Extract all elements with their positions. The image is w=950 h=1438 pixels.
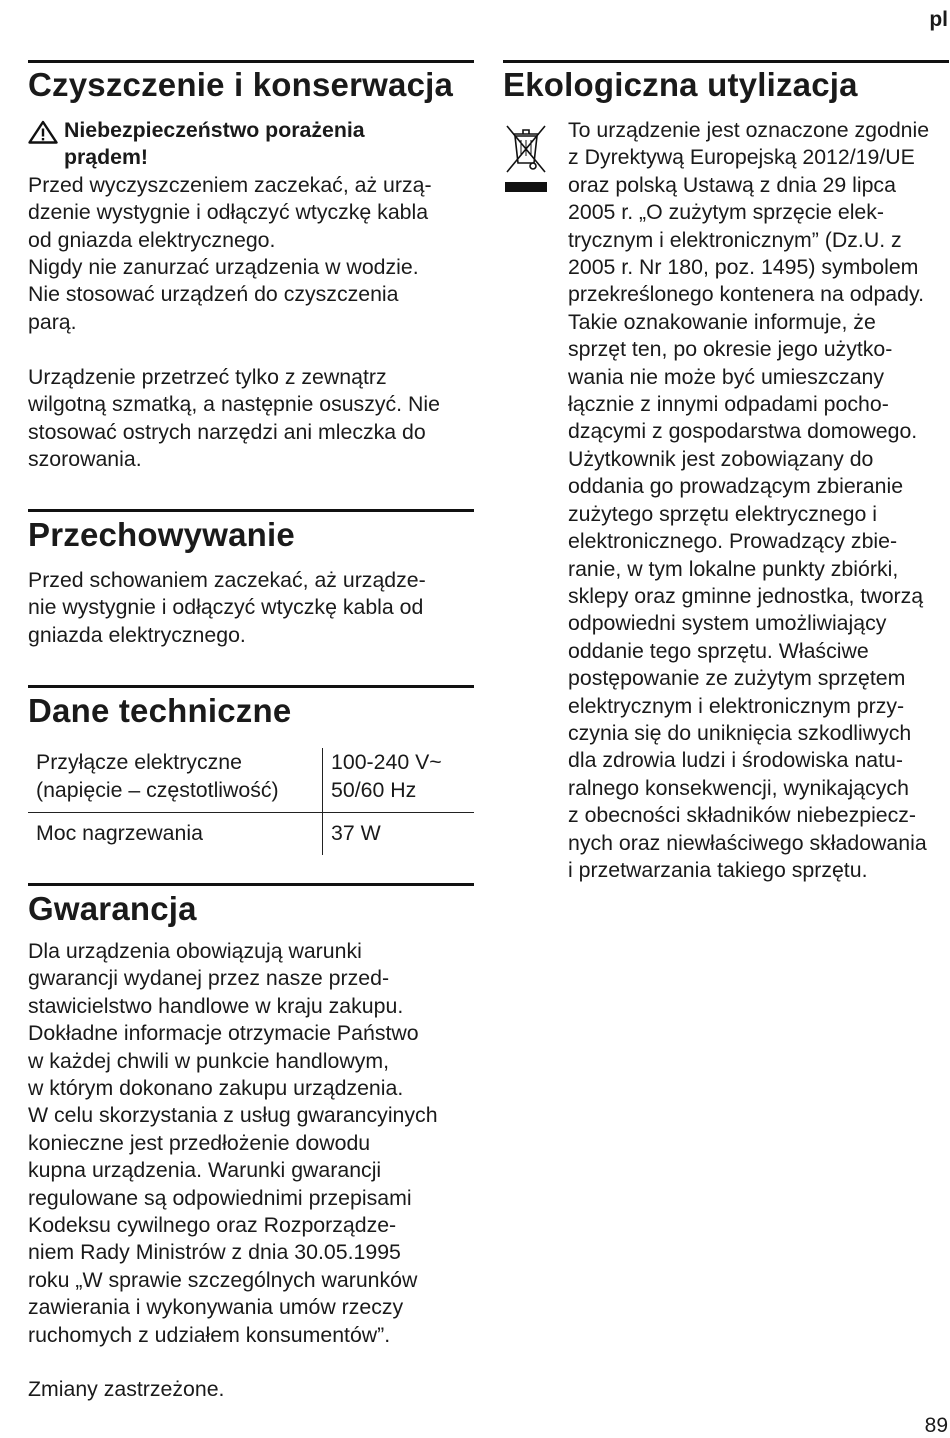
specs-table (28, 748, 474, 855)
language-tag: pl (929, 8, 948, 31)
specs-heading: Dane techniczne (28, 692, 292, 729)
section-rule (503, 60, 949, 63)
page-number: 89 (924, 1414, 948, 1437)
electric-shock-warning (28, 117, 474, 336)
disposal-paragraph: To urządzenie jest oznaczone zgodnie z Dyrektywą Europejską 2012/19/UE oraz polską Ustawą z dnia 29 lipca 2005 r. „O zużytym sprzęcie elek- trycznym i elektronicznym” (Dz.U. z 2005 r. Nr 180, poz. 1495) symbolem przekreślonego kontenera na odpady. Takie oznakowanie informuje, że sprzęt ten, po okresie jego użytko- wania nie może być umieszczany łącznie z innymi odpadami pocho- dzącymi z gospodarstwa domowego. Użytkownik jest zobowiązany do oddania go prowadzącym zbieranie zużytego sprzętu elektrycznego i elektronicznego. Prowadzący zbie- ranie, w tym lokalne punkty zbiórki, sklepy oraz gminne jednostka, tworzą odpowiedni system umożliwiający oddanie tego sprzętu. Właściwe postępowanie ze zużytym sprzętem elektrycznym i elektronicznym przy- czynia się do uniknięcia szkodliwych dla zdrowia ludzi i środowiska natu- ralnego konsekwencji, wynikających z obecności składników niebezpiecz- nych oraz niewłaściwego składowania i przetwarzania takiego sprzętu. (568, 118, 930, 882)
storage-paragraph: Przed schowaniem zaczekać, aż urządze- nie wystygnie i odłączyć wtyczkę kabla od gniazda elektrycznego. (28, 568, 426, 647)
cleaning-paragraph-2: Urządzenie przetrzeć tylko z zewnątrz wilgotną szmatką, a następnie osuszyć. Nie stosować ostrych narzędzi ani mleczka do szorowania. (28, 365, 440, 472)
cleaning-heading: Czyszczenie i konserwacja (28, 66, 454, 103)
spec-label: Moc nagrzewania (28, 813, 323, 856)
warning-title-line2: prądem! (64, 145, 149, 170)
warranty-heading: Gwarancja (28, 890, 197, 927)
warning-title-line1: Niebezpieczeństwo porażenia (64, 118, 365, 142)
table-row (28, 813, 474, 856)
storage-heading: Przechowywanie (28, 516, 295, 553)
section-rule (28, 509, 474, 512)
table-row (28, 748, 474, 813)
warranty-paragraph: Dla urządzenia obowiązują warunki gwarancji wydanej przez nasze przed- stawicielstwo handlowe w kraju zakupu. Dokładne informacje otrzymacie Państwo w każdej chwili w punkcie handlowym, w którym dokonano zakupu urządzenia. W celu skorzystania z usług gwarancyinych konieczne jest przedłożenie dowodu kupna urządzenia. Warunki gwarancji regulowane są odpowiednimi przepisami Kodeksu cywilnego oraz Rozporządze- niem Rady Ministrów z dnia 30.05.1995 roku „W sprawie szczególnych warunków zawierania i wykonywania umów rzeczy ruchomych z udziałem konsumentów”. (28, 939, 438, 1347)
section-rule (28, 60, 474, 63)
section-rule (28, 685, 474, 688)
crossed-out-wheelie-bin-icon (503, 120, 549, 194)
spec-value: 37 W (323, 813, 475, 856)
disposal-heading: Ekologiczna utylizacja (503, 66, 858, 103)
cleaning-paragraph-1: Przed wyczyszczeniem zaczekać, aż urzą- dzenie wystygnie i odłączyć wtyczkę kabla od gniazda elektrycznego. Nigdy nie zanurzać urządzenia w wodzie. Nie stosować urządzeń do czyszczenia parą. (28, 172, 432, 334)
spec-value: 100-240 V~ 50/60 Hz (331, 750, 442, 802)
warning-triangle-icon (28, 120, 58, 144)
changes-reserved-note: Zmiany zastrzeżone. (28, 1377, 225, 1401)
spec-label: Przyłącze elektryczne (napięcie – częstotliwość) (28, 748, 323, 813)
section-rule (28, 883, 474, 886)
